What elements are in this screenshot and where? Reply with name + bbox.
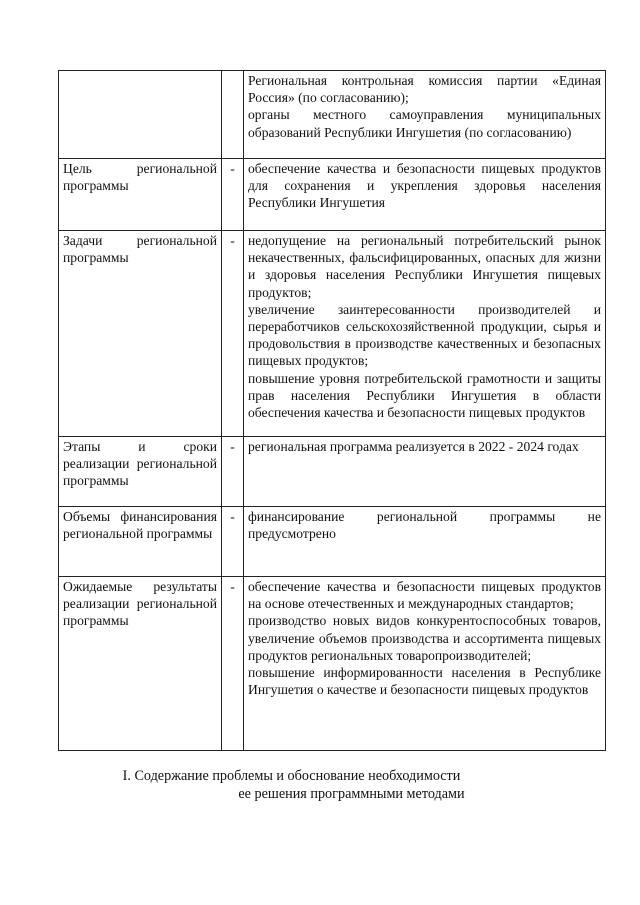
row-label: Цель региональной программы — [59, 159, 222, 231]
row-dash: - — [222, 437, 244, 507]
row-label: Задачи региональной программы — [59, 231, 222, 437]
description-paragraph: органы местного самоуправления муниципальных образований Республики Ингушетия (по согласованию) — [248, 107, 601, 140]
row-dash: - — [222, 507, 244, 577]
table-row — [59, 507, 606, 577]
table-row — [59, 71, 606, 159]
description-paragraph: повышение информированности населения в Республике Ингушетия о качестве и безопасности пищевых продуктов — [248, 665, 601, 698]
row-description — [244, 507, 606, 577]
program-passport-table — [58, 70, 606, 751]
description-paragraph: повышение уровня потребительской грамотности и защиты прав населения Республики Ингушетия в области обеспечения качества и безопасности пищевых продуктов — [248, 370, 601, 421]
row-dash: - — [222, 159, 244, 231]
row-description — [244, 159, 606, 231]
row-description — [244, 577, 606, 751]
table-row — [59, 159, 606, 231]
row-dash — [222, 71, 244, 159]
description-paragraph: обеспечение качества и безопасности пищевых продуктов для сохранения и укрепления здоровья населения Республики Ингушетия — [248, 161, 601, 211]
row-label: Этапы и сроки реализации региональной программы — [59, 437, 222, 507]
description-paragraph: производство новых видов конкурентоспособных товаров, увеличение объемов производства и ассортимента пищевых продуктов региональных товаропроизводителей; — [248, 613, 601, 663]
row-dash: - — [222, 231, 244, 437]
table-row — [59, 231, 606, 437]
row-label — [59, 71, 222, 159]
row-label: Объемы финансирования региональной программы — [59, 507, 222, 577]
description-paragraph: недопущение на региональный потребительский рынок некачественных, фальсифицированных, опасных для жизни и здоровья населения Республики Ингушетия пищевых продуктов; — [248, 233, 601, 300]
row-description — [244, 437, 606, 507]
section-heading-line: ее решения программными методами — [238, 786, 465, 802]
description-paragraph: обеспечение качества и безопасности пищевых продуктов на основе отечественных и международных стандартов; — [248, 579, 601, 612]
description-paragraph: Региональная контрольная комиссия партии «Единая Россия» (по согласованию); — [248, 73, 601, 106]
table-row — [59, 437, 606, 507]
row-description — [244, 71, 606, 159]
description-paragraph: региональная программа реализуется в 2022 - 2024 годах — [248, 439, 579, 454]
description-paragraph: увеличение заинтересованности производителей и переработчиков сельскохозяйственной продукции, сырья и продовольствия в производстве качественных и безопасных пищевых продуктов; — [248, 301, 601, 369]
row-dash: - — [222, 577, 244, 751]
section-heading-line: I. Содержание проблемы и обоснование необходимости — [122, 768, 461, 784]
section-heading — [58, 767, 605, 803]
row-description — [244, 231, 606, 437]
row-label: Ожидаемые результаты реализации региональной программы — [59, 577, 222, 751]
table-row — [59, 577, 606, 751]
description-paragraph: финансирование региональной программы не предусмотрено — [248, 509, 601, 542]
